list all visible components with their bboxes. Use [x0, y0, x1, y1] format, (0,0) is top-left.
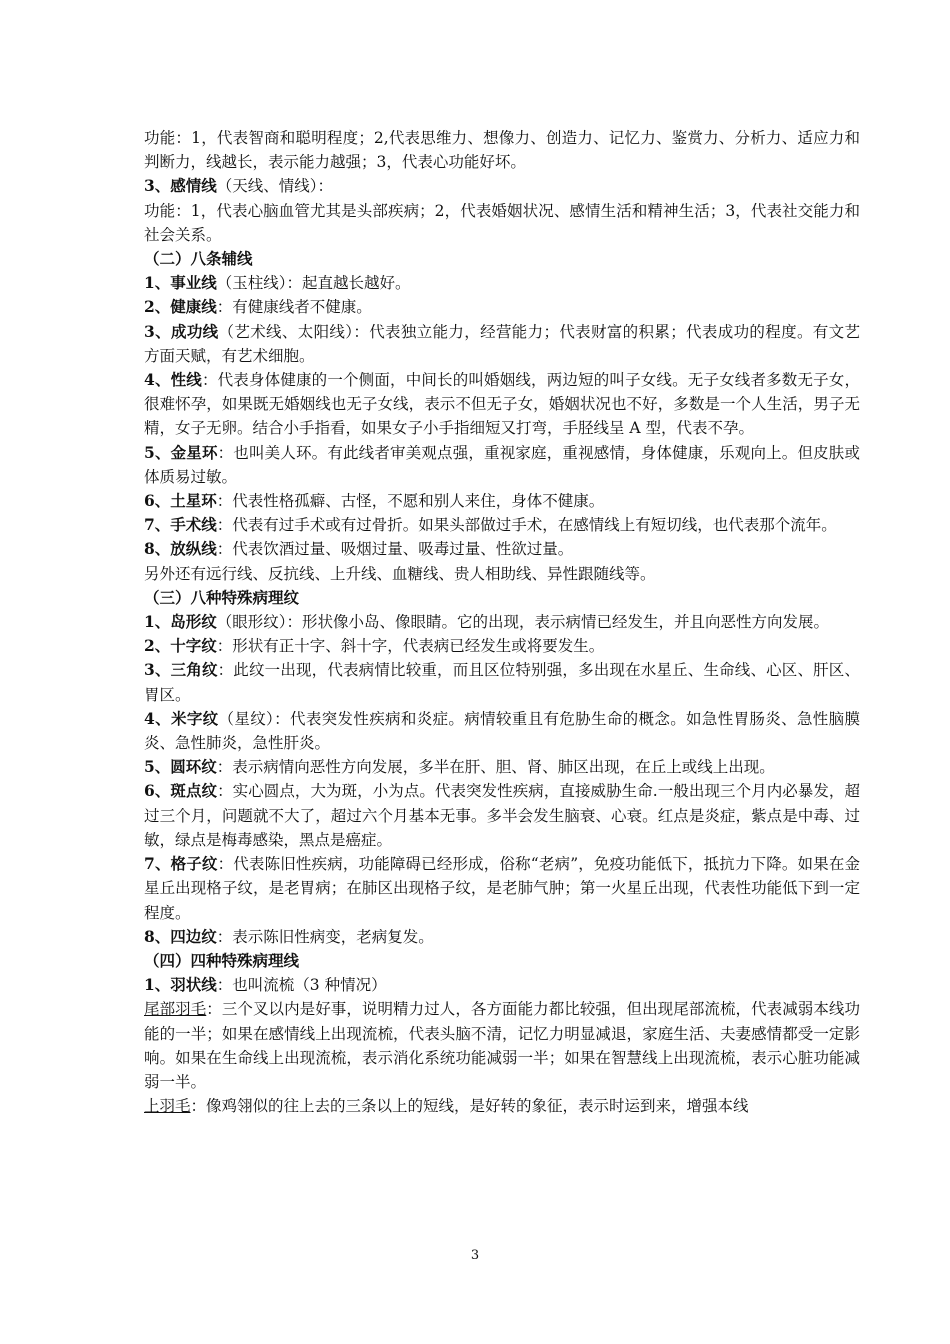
paragraph-10: 6、土星环：代表性格孤癖、古怪，不愿和别人来住，身体不健康。: [144, 491, 605, 511]
paragraph-3: 功能：1，代表心脑血管尤其是头部疾病；2，代表婚姻状况、感情生活和精神生活；3，代表社交能力和社会关系。: [144, 201, 860, 244]
paragraph-2: 3、感情线（天线、情线）：: [144, 176, 334, 196]
paragraph-26: 上羽毛：像鸡翎似的往上去的三条以上的短线，是好转的象征，表示时运到来，增强本线: [144, 1097, 749, 1116]
paragraph-5: 1、事业线（玉柱线）：起直越长越好。: [144, 273, 411, 293]
paragraph-12: 8、放纵线：代表饮酒过量、吸烟过量、吸毒过量、性欲过量。: [144, 539, 574, 559]
page-number: 3: [470, 1248, 480, 1263]
section-heading-4: （四）四种特殊病理线: [144, 950, 300, 970]
paragraph-19: 5、圆环纹：表示病情向恶性方向发展，多半在肝、胆、肾、肺区出现，在丘上或线上出现。: [144, 757, 775, 777]
paragraph-25: 尾部羽毛：三个叉以内是好事，说明精力过人，各方面能力都比较强，但出现尾部流梳，代表减弱本线功能的一半；如果在感情线上出现流梳，代表头脑不清，记忆力明显减退，家庭生活、夫妻感情都受一定影响。如果在生命线上出现流梳，表示消化系统功能减弱一半；如果在智慧线上出现流梳，表示心脏功能减弱一半。: [144, 1000, 860, 1091]
paragraph-9: 5、金星环：也叫美人环。有此线者审美观点强，重视家庭，重视感情，身体健康，乐观向上。但皮肤或体质易过敏。: [144, 442, 860, 486]
section-heading-3: （三）八种特殊病理纹: [144, 587, 300, 607]
paragraph-20: 6、斑点纹：实心圆点，大为斑，小为点。代表突发性疾病，直接威胁生命.一般出现三个月内必暴发，超过三个月，问题就不大了，超过六个月基本无事。多半会发生脑衰、心衰。红点是炎症，紫点是中毒、过敏，绿点是梅毒感染，黑点是癌症。: [144, 781, 860, 849]
paragraph-17: 3、三角纹：此纹一出现，代表病情比较重，而且区位特别强，多出现在水星丘、生命线、心区、肝区、胃区。: [144, 660, 860, 704]
paragraph-22: 8、四边纹：表示陈旧性病变，老病复发。: [144, 926, 434, 946]
paragraph-18: 4、米字纹（星纹）：代表突发性疾病和炎症。病情较重且有危胁生命的概念。如急性胃肠炎、急性脑膜炎、急性肺炎，急性肝炎。: [144, 708, 860, 753]
paragraph-6: 2、健康线：有健康线者不健康。: [144, 297, 372, 317]
paragraph-16: 2、十字纹：形状有正十字、斜十字，代表病已经发生或将要发生。: [144, 636, 605, 656]
paragraph-11: 7、手术线：代表有过手术或有过骨折。如果头部做过手术，在感情线上有短切线，也代表那个流年。: [144, 515, 837, 535]
paragraph-21: 7、格子纹：代表陈旧性疾病，功能障碍已经形成，俗称“老病”，免疫功能低下，抵抗力下降。如果在金星丘出现格子纹，是老胃病；在肺区出现格子纹，是老肺气肿；第一火星丘出现，代表性功能低下到一定程度。: [144, 854, 860, 922]
paragraph-8: 4、性线：代表身体健康的一个侧面，中间长的叫婚姻线，两边短的叫子女线。无子女线者多数无子女，很难怀孕，如果既无婚姻线也无子女线，表示不但无子女，婚姻状况也不好，多数是一个人生活，男子无精，女子无卵。结合小手指看，如果女子小手指细短又打弯，手胫线呈 A 型，代表不孕。: [144, 370, 860, 438]
section-heading-2: （二）八条辅线: [144, 249, 253, 269]
paragraph-1: 功能：1，代表智商和聪明程度；2,代表思维力、想像力、创造力、记忆力、鉴赏力、分析力、适应力和判断力，线越长，表示能力越强；3，代表心功能好坏。: [144, 129, 860, 172]
paragraph-13: 另外还有远行线、反抗线、上升线、血糖线、贵人相助线、异性跟随线等。: [144, 564, 656, 583]
paragraph-7: 3、成功线（艺术线、太阳线）：代表独立能力，经营能力；代表财富的积累；代表成功的程度。有文艺方面天赋，有艺术细胞。: [144, 321, 860, 365]
paragraph-15: 1、岛形纹（眼形纹）：形状像小岛、像眼睛。它的出现，表示病情已经发生，并且向恶性方向发展。: [144, 612, 830, 632]
document-body: [144, 126, 860, 1118]
paragraph-24: 1、羽状线：也叫流梳（3 种情况）: [144, 975, 387, 995]
